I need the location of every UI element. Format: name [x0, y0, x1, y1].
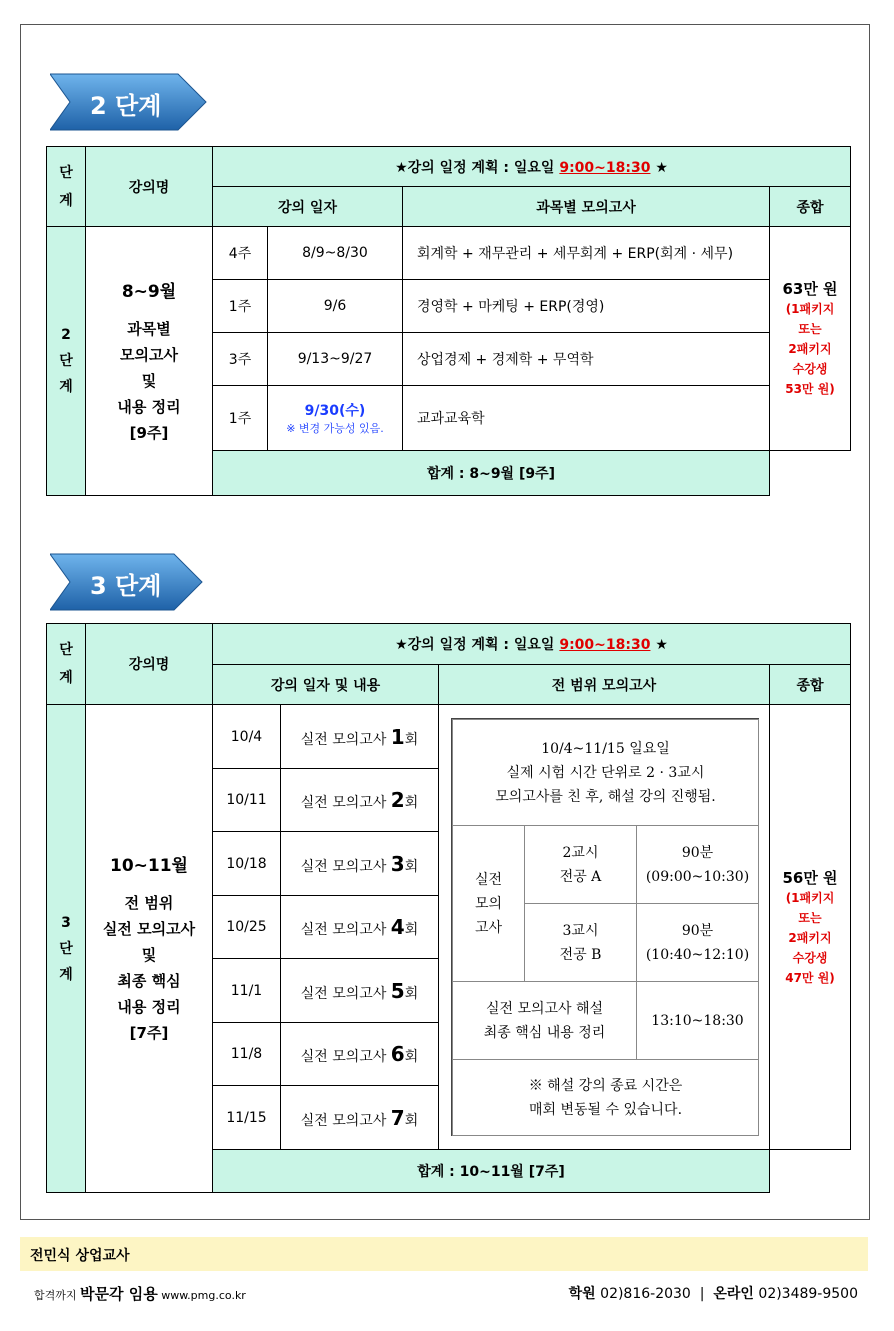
stage2-table	[46, 146, 851, 496]
date-cell: 10/18	[213, 832, 281, 896]
stage-col-header: 단 계	[47, 147, 86, 227]
dates-cell: 9/13~9/27	[268, 333, 403, 386]
exam-cell: 실전 모의고사 6회	[281, 1023, 439, 1086]
schedule-header: ★강의 일정 계획 : 일요일 9:00~18:30 ★	[213, 624, 851, 665]
schedule-time: 9:00~18:30	[559, 159, 651, 176]
review-time: 13:10~18:30	[637, 982, 759, 1060]
subjects-cell: 상업경제 + 경제학 + 무역학	[403, 333, 770, 386]
date-cell: 11/15	[213, 1086, 281, 1150]
total-row: 합계 : 8~9월 [9주]	[213, 451, 770, 496]
lecture-title: 10~11월 전 범위 실전 모의고사 및 최종 핵심 내용 정리 [7주]	[86, 705, 213, 1193]
subjects-cell: 경영학 + 마케팅 + ERP(경영)	[403, 280, 770, 333]
mock-col-header: 과목별 모의고사	[403, 187, 770, 227]
online-phone: 02)3489-9500	[758, 1286, 858, 1302]
stage-label: 2 단 계	[47, 227, 86, 496]
dates-col-header: 강의 일자	[213, 187, 403, 227]
teacher-name: 전민식 상업교사	[30, 1248, 130, 1264]
schedule-header: ★강의 일정 계획 : 일요일 9:00~18:30 ★	[213, 147, 851, 187]
brand-name: 박문각 임용	[80, 1285, 158, 1303]
session3-time: 90분 (10:40~12:10)	[637, 904, 759, 982]
weeks-cell: 1주	[213, 386, 268, 451]
dates-col-header: 강의 일자 및 내용	[213, 665, 439, 705]
lecture-col-header: 강의명	[86, 147, 213, 227]
lecture-col-header: 강의명	[86, 624, 213, 705]
weeks-cell: 1주	[213, 280, 268, 333]
total-col-header: 종합	[770, 187, 851, 227]
stage2-banner	[50, 72, 210, 132]
exam-cell: 실전 모의고사 7회	[281, 1086, 439, 1150]
brand-logo: 합격까지 박문각 임용 www.pmg.co.kr	[34, 1285, 246, 1303]
schedule-time: 9:00~18:30	[559, 637, 651, 653]
brand-url: www.pmg.co.kr	[161, 1289, 246, 1302]
stage3-banner	[50, 552, 210, 612]
session2-name: 2교시 전공 A	[525, 826, 637, 904]
session2-time: 90분 (09:00~10:30)	[637, 826, 759, 904]
exam-cell: 실전 모의고사 2회	[281, 769, 439, 832]
price-cell: 63만 원 (1패키지 또는 2패키지 수강생 53만 원)	[770, 227, 851, 451]
subjects-cell: 교과교육학	[403, 386, 770, 451]
mock-col-header: 전 범위 모의고사	[439, 665, 770, 705]
contact-info: 학원 02)816-2030 | 온라인 02)3489-9500	[568, 1286, 858, 1302]
review-name: 실전 모의고사 해설 최종 핵심 내용 정리	[453, 982, 637, 1060]
stage-col-header: 단 계	[47, 624, 86, 705]
exam-cell: 실전 모의고사 3회	[281, 832, 439, 896]
exam-cell: 실전 모의고사 1회	[281, 705, 439, 769]
stage3-banner-label: 3 단계	[90, 572, 162, 600]
date-cell: 10/11	[213, 769, 281, 832]
stage2-banner-label: 2 단계	[90, 92, 162, 120]
date-cell: 10/4	[213, 705, 281, 769]
session3-name: 3교시 전공 B	[525, 904, 637, 982]
mock-exam-panel	[451, 718, 759, 1136]
lecture-title: 8~9월 과목별 모의고사 및 내용 정리 [9주]	[86, 227, 213, 496]
date-cell: 11/1	[213, 959, 281, 1023]
footer-bar	[20, 1237, 868, 1271]
weeks-cell: 3주	[213, 333, 268, 386]
date-cell: 11/8	[213, 1023, 281, 1086]
exam-cell: 실전 모의고사 4회	[281, 896, 439, 959]
subjects-cell: 회계학 + 재무관리 + 세무회계 + ERP(회계 · 세무)	[403, 227, 770, 280]
weeks-cell: 4주	[213, 227, 268, 280]
mock-intro: 10/4~11/15 일요일 실제 시험 시간 단위로 2 · 3교시 모의고사를 친 후, 해설 강의 진행됨.	[453, 720, 759, 826]
stage-label: 3 단 계	[47, 705, 86, 1193]
price-cell: 56만 원 (1패키지 또는 2패키지 수강생 47만 원)	[770, 705, 851, 1150]
academy-phone: 02)816-2030	[600, 1286, 691, 1302]
exam-cell: 실전 모의고사 5회	[281, 959, 439, 1023]
mock-label: 실전 모의 고사	[453, 826, 525, 982]
end-note: ※ 해설 강의 종료 시간은 매회 변동될 수 있습니다.	[453, 1060, 759, 1136]
dates-cell: 9/30(수) ※ 변경 가능성 있음.	[268, 386, 403, 451]
change-note: ※ 변경 가능성 있음.	[286, 422, 384, 435]
date-cell: 10/25	[213, 896, 281, 959]
total-row: 합계 : 10~11월 [7주]	[213, 1150, 770, 1193]
dates-cell: 8/9~8/30	[268, 227, 403, 280]
dates-cell: 9/6	[268, 280, 403, 333]
total-col-header: 종합	[770, 665, 851, 705]
